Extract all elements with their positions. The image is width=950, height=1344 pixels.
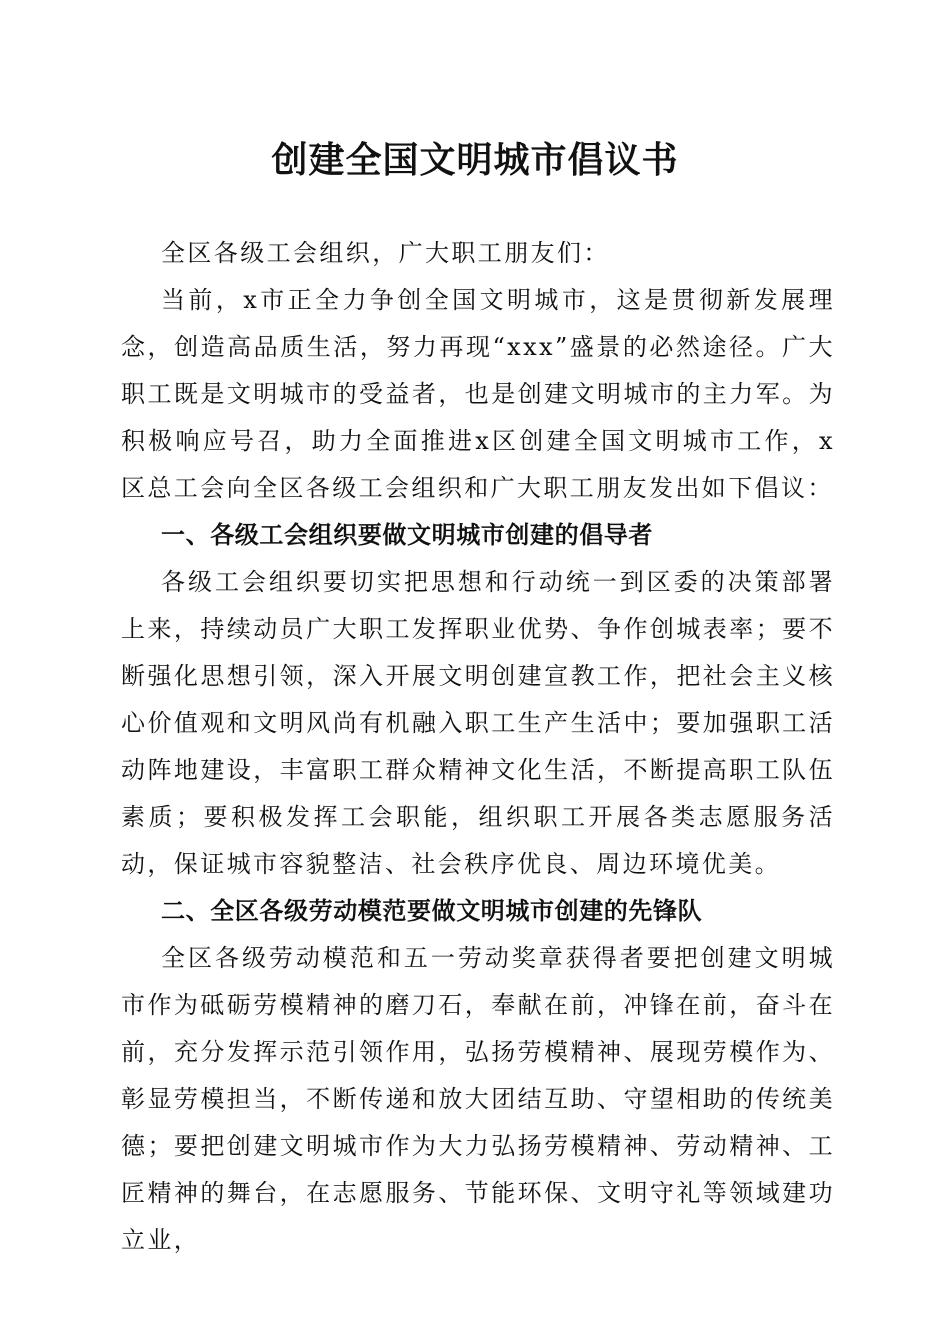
intro-paragraph: 当前，x市正全力争创全国文明城市，这是贯彻新发展理念，创造高品质生活，努力再现“xxx”盛景的必然途径。广大职工既是文明城市的受益者，也是创建文明城市的主力军。为积极响应号召，助力全面推进x区创建全国文明城市工作，x区总工会向全区各级工会组织和广大职工朋友发出如下倡议： [121,286,835,502]
salutation: 全区各级工会组织，广大职工朋友们： [161,239,610,267]
section-heading-1: 一、各级工会组织要做文明城市创建的倡导者 [161,521,653,549]
document-body [121,230,835,1264]
section-heading-2: 二、全区各级劳动模范要做文明城市创建的先锋队 [161,897,703,925]
section-body-1: 各级工会组织要切实把思想和行动统一到区委的决策部署上来，持续动员广大职工发挥职业优势、争作创城表率；要不断强化思想引领，深入开展文明创建宣教工作，把社会主义核心价值观和文明风尚有机融入职工生产生活中；要加强职工活动阵地建设，丰富职工群众精神文化生活，不断提高职工队伍素质；要积极发挥工会职能，组织职工开展各类志愿服务活动，保证城市容貌整洁、社会秩序优良、周边环境优美。 [121,568,835,878]
section-body-2: 全区各级劳动模范和五一劳动奖章获得者要把创建文明城市作为砥砺劳模精神的磨刀石，奉献在前，冲锋在前，奋斗在前，充分发挥示范引领作用，弘扬劳模精神、展现劳模作为、彰显劳模担当，不断传递和放大团结互助、守望相助的传统美德；要把创建文明城市作为大力弘扬劳模精神、劳动精神、工匠精神的舞台，在志愿服务、节能环保、文明守礼等领域建功立业， [121,944,835,1254]
document-title: 创建全国文明城市倡议书 [271,139,679,181]
